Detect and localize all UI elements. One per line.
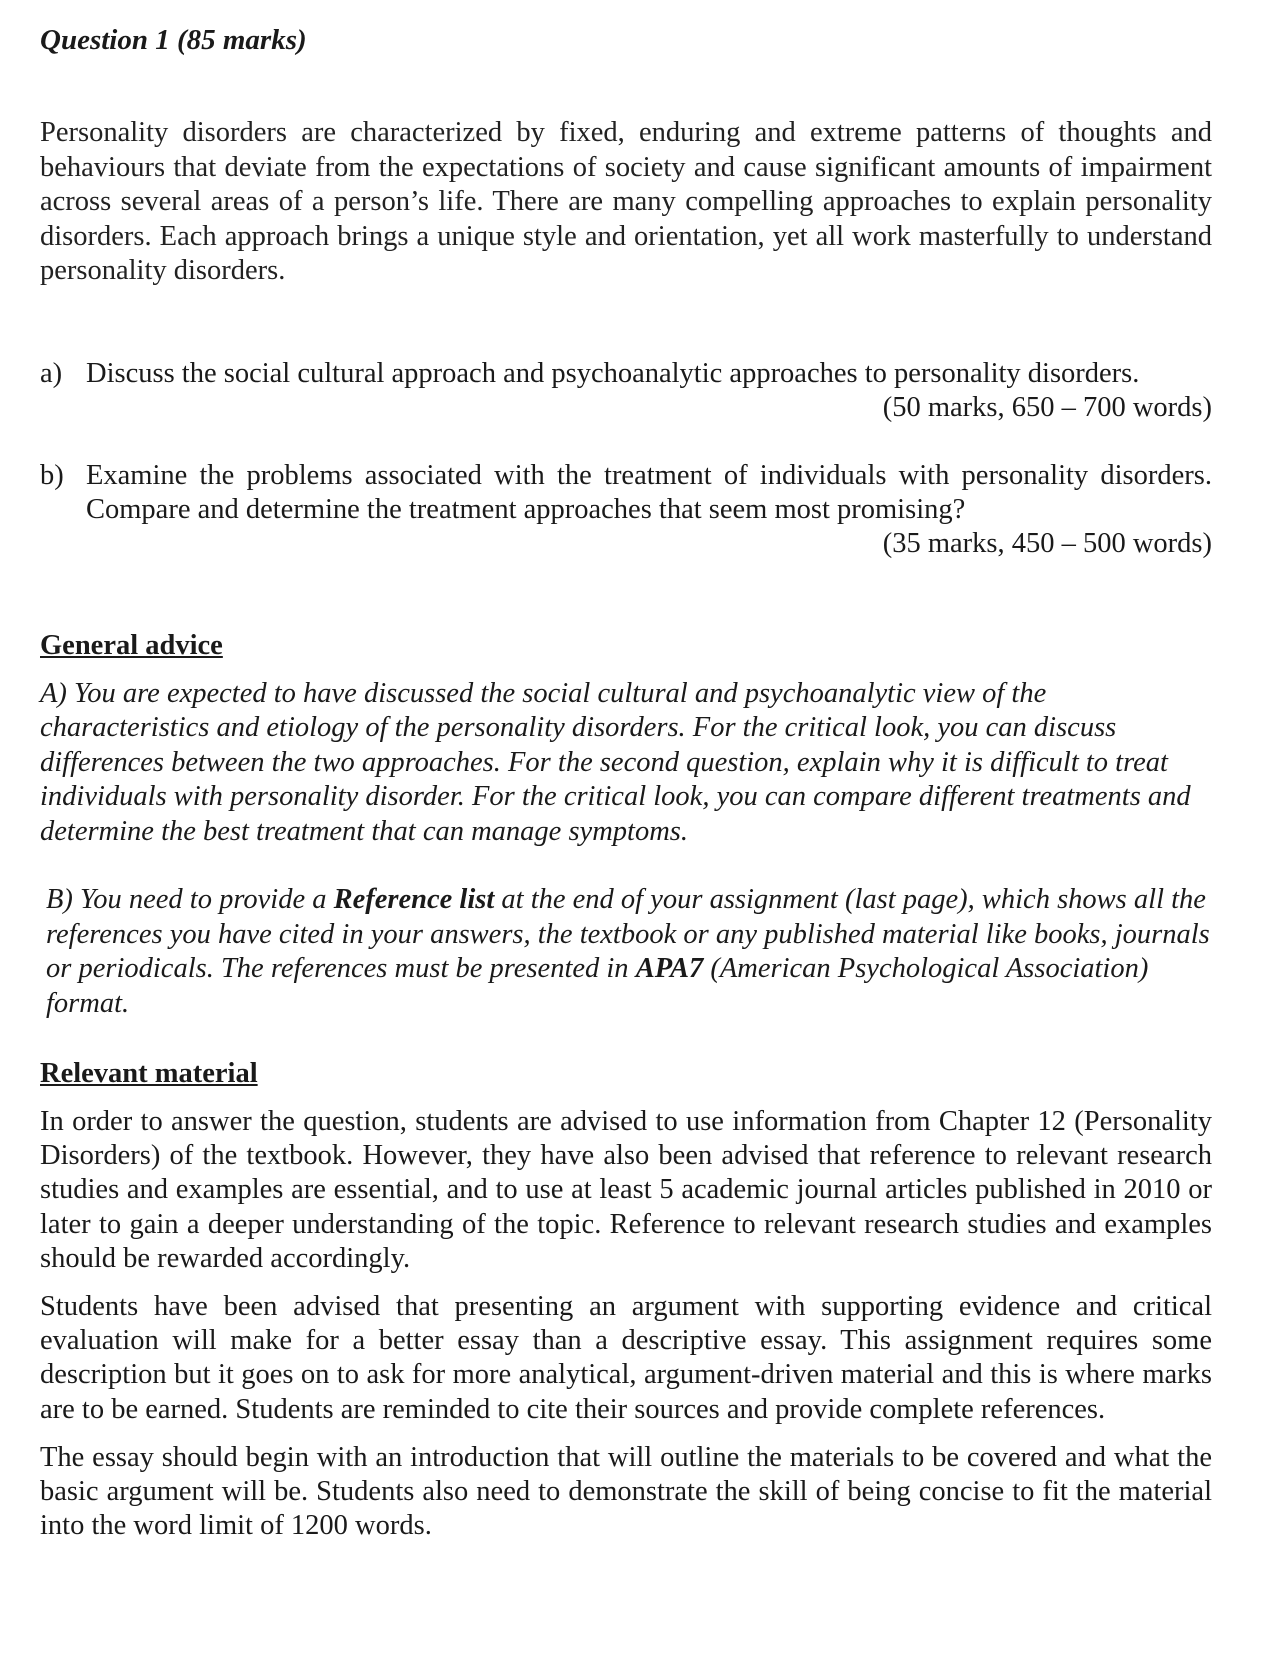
advice-b-text-2: at the end of your assignment (last page), which shows all the references you have cited in your answers, the textbook or any published material like books, journals or periodicals. The references must be presented in xyxy=(46,884,1210,984)
general-advice-b xyxy=(40,883,1212,1021)
question-list xyxy=(40,357,1212,561)
relevant-material-heading: Relevant material xyxy=(40,1058,258,1089)
question-b-label: b) xyxy=(40,459,64,491)
apa7-emphasis: APA7 xyxy=(635,953,704,984)
relevant-material-paragraph-1: In order to answer the question, students are advised to use information from Chapter 12 (Personality Disorders) of the textbook. However, they have also been advised that reference to relevant research studies and examples are essential, and to use at least 5 academic journal articles published in 2010 or later to gain a deeper understanding of the topic. Reference to relevant research studies and examples should be rewarded accordingly. xyxy=(40,1106,1212,1274)
relevant-material-paragraph-3: The essay should begin with an introduction that will outline the materials to be covered and what the basic argument will be. Students also need to demonstrate the skill of being concise to fit the material into the word limit of 1200 words. xyxy=(40,1441,1212,1542)
question-a-text: Discuss the social cultural approach and psychoanalytic approaches to personality disorders. xyxy=(86,357,1140,389)
question-a xyxy=(40,357,1212,425)
general-advice-heading: General advice xyxy=(40,629,223,661)
reference-list-emphasis: Reference list xyxy=(333,884,495,915)
question-b xyxy=(40,459,1212,561)
advice-b-text-3: (American Psychological Association) format. xyxy=(46,953,1149,1019)
document-page xyxy=(40,22,1212,1543)
question-title: Question 1 (85 marks) xyxy=(40,24,307,56)
question-b-marks: (35 marks, 450 – 500 words) xyxy=(882,527,1212,559)
general-advice-a: A) You are expected to have discussed the social cultural and psychoanalytic view of the characteristics and etiology of the personality disorders. For the critical look, you can discuss differences between the two approaches. For the second question, explain why it is difficult to treat individuals with personality disorder. For the critical look, you can compare different treatments and determine the best treatment that can manage symptoms. xyxy=(40,677,1191,847)
advice-b-text-1: B) You need to provide a xyxy=(46,884,334,915)
question-a-marks: (50 marks, 650 – 700 words) xyxy=(882,391,1212,423)
question-b-text: Examine the problems associated with the treatment of individuals with personality disorders. Compare and determine the treatment approaches that seem most promising? xyxy=(86,459,1212,525)
relevant-material-paragraph-2: Students have been advised that presenting an argument with supporting evidence and critical evaluation will make for a better essay than a descriptive essay. This assignment requires some description but it goes on to ask for more analytical, argument-driven material and this is where marks are to be earned. Students are reminded to cite their sources and provide complete references. xyxy=(40,1291,1212,1425)
intro-paragraph: Personality disorders are characterized by fixed, enduring and extreme patterns of thoughts and behaviours that deviate from the expectations of society and cause significant amounts of impairment across several areas of a person’s life. There are many compelling approaches to explain personality disorders. Each approach brings a unique style and orientation, yet all work masterfully to understand personality disorders. xyxy=(40,117,1212,286)
question-a-label: a) xyxy=(40,357,63,389)
